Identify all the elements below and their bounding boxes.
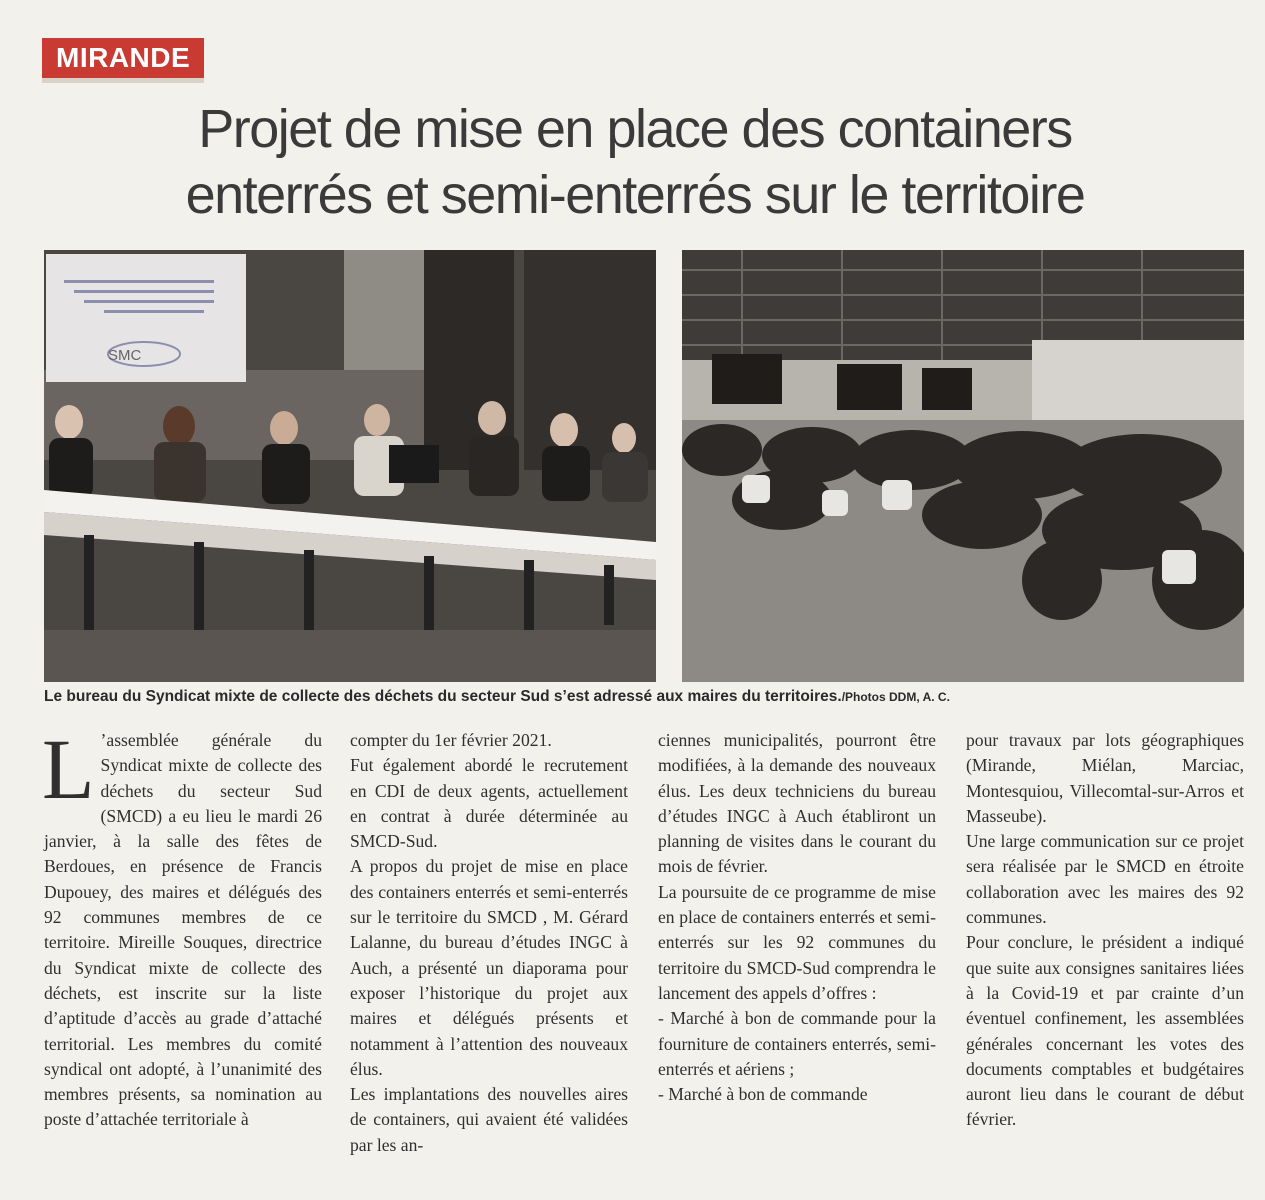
caption-text: Le bureau du Syndicat mixte de collecte des déchets du secteur Sud s’est adressé aux maires du territoires.	[44, 688, 842, 705]
panel-illustration	[44, 250, 656, 682]
article-column-1	[42, 721, 322, 1133]
audience-illustration	[682, 250, 1244, 682]
photo-caption	[44, 688, 1244, 706]
drop-cap: L	[42, 721, 95, 817]
paragraph: compter du 1er février 2021.	[350, 730, 552, 750]
article-column-3	[658, 728, 936, 1107]
section-rubric: MIRANDE	[42, 38, 204, 83]
screen-logo-text: SMC	[108, 347, 142, 364]
paragraph: ciennes municipalités, pourront être modifiées, à la demande des nouveaux élus. Les deux techniciens du bureau d’études INGC à Auch établiront un planning de visites dans le courant du mois de février.	[658, 730, 936, 877]
paragraph: A propos du projet de mise en place des containers enterrés et semi-enterrés sur le territoire du SMCD , M. Gérard Lalanne, du bureau d’études INGC à Auch, a présenté un diaporama pour exposer l’historique du projet aux maires et délégués présents et notamment à l’attention des nouveaux élus.	[350, 856, 628, 1079]
photo-credit: /Photos DDM, A. C.	[841, 690, 950, 704]
photo-panel-table	[44, 250, 656, 682]
paragraph: Fut également abordé le recrutement en CDI de deux agents, actuellement en contrat à durée déterminée au SMCD-Sud.	[350, 755, 628, 852]
paragraph: Pour conclure, le président a indiqué que suite aux consignes sanitaires liées à la Covid-19 et par crainte d’un éventuel confinement, les assemblées générales concernant les votes des documents comptables et budgétaires auront lieu dans le courant de début février.	[966, 932, 1244, 1130]
article-column-4	[966, 728, 1244, 1133]
photo-audience	[682, 250, 1244, 682]
paragraph: - Marché à bon de commande pour la fourniture de containers enterrés, semi-enterrés et aériens ;	[658, 1008, 936, 1079]
paragraph: La poursuite de ce programme de mise en place de containers enterrés et semi-enterrés sur les 92 communes du territoire du SMCD-Sud comprendra le lancement des appels d’offres :	[658, 881, 936, 1003]
paragraph: ’assemblée générale du Syndicat mixte de collecte des déchets du secteur Sud (SMCD) a eu lieu le mardi 26 janvier, à la salle des fêtes de Berdoues, en présence de Francis Dupouey, des maires et délégués des 92 communes membres de ce territoire. Mireille Souques, directrice du Syndicat mixte de collecte des déchets, est inscrite sur la liste d’aptitude d’accès au grade d’attaché territorial. Les membres du comité syndical ont adopté, à l’unanimité des membres présents, sa nomination au poste d’attachée territoriale à	[44, 730, 322, 1130]
headline-line-1: Projet de mise en place des containers	[198, 99, 1072, 159]
headline	[40, 96, 1230, 228]
paragraph: - Marché à bon de commande	[658, 1084, 868, 1105]
adjacent-page-bleed	[290, 30, 1250, 90]
paragraph: pour travaux par lots géographiques (Mirande, Miélan, Marciac, Montesquiou, Villecomtal-sur-Arros et Masseube).	[966, 730, 1244, 826]
paragraph: Une large communication sur ce projet sera réalisée par le SMCD en étroite collaboration avec les maires des 92 communes.	[966, 831, 1244, 928]
article-column-2	[350, 728, 628, 1158]
headline-line-2: enterrés et semi-enterrés sur le territoire	[185, 165, 1085, 225]
paragraph: Les implantations des nouvelles aires de containers, qui avaient été validées par les an-	[350, 1084, 628, 1155]
